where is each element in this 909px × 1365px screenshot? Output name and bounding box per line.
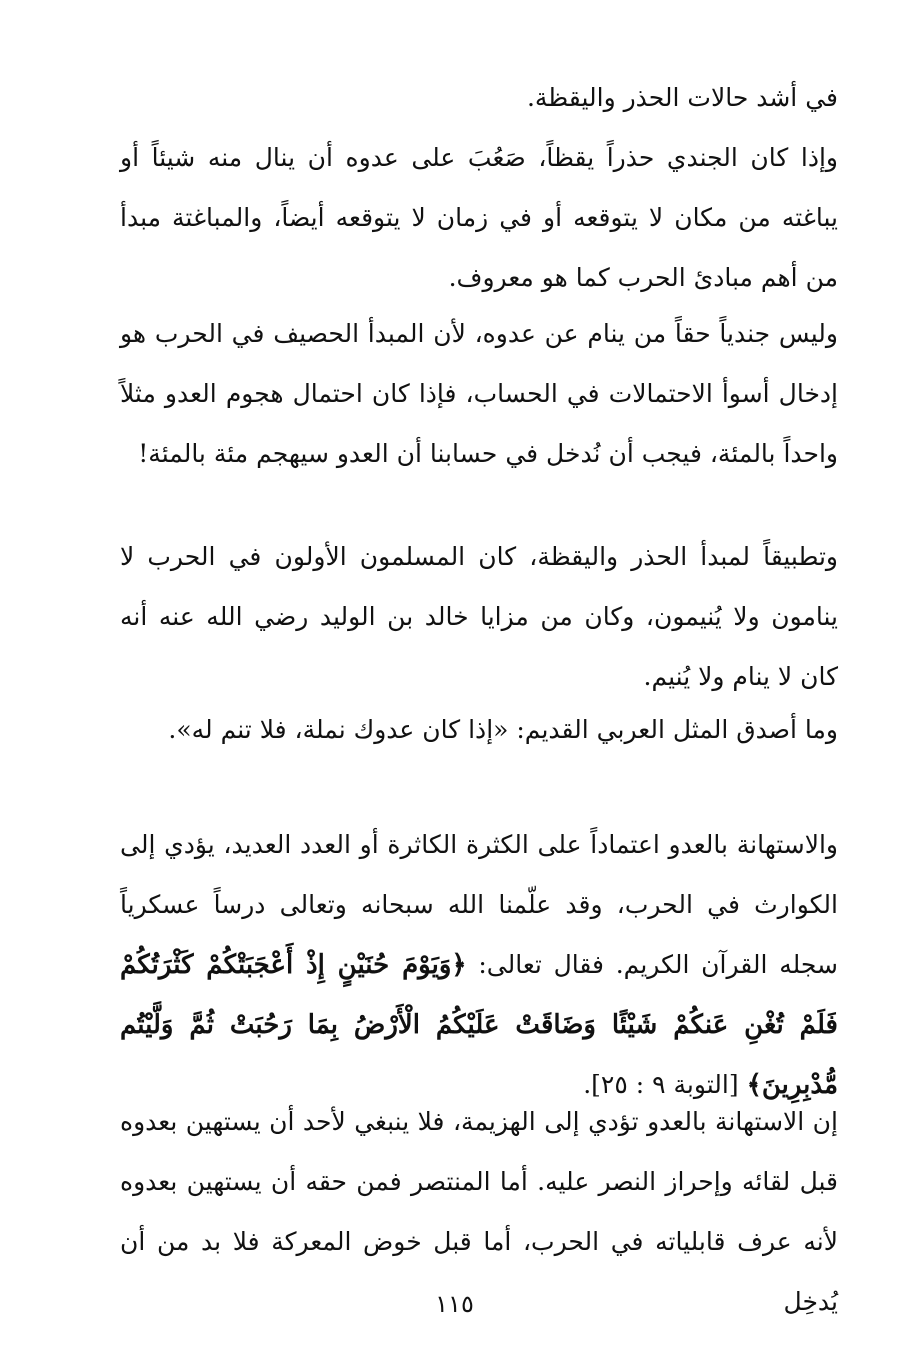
paragraph-5: وما أصدق المثل العربي القديم: «إذا كان عدوك نملة، فلا تنم له». <box>168 715 838 744</box>
quran-verse: ﴿وَيَوْمَ حُنَيْنٍ إِذْ أَعْجَبَتْكُمْ كَثْرَتُكُمْ فَلَمْ تُغْنِ عَنكُمْ شَيْئًا وَضَاقَتْ عَلَيْكُمُ الْأَرْضُ بِمَا رَحُبَتْ ثُمَّ وَلَّيْتُم مُّدْبِرِينَ﴾ <box>120 950 838 1100</box>
paragraph-1: في أشد حالات الحذر واليقظة. <box>526 83 838 112</box>
quran-reference: [التوبة ٩ : ٢٥]. <box>583 1070 739 1099</box>
paragraph-7: إن الاستهانة بالعدو تؤدي إلى الهزيمة، فلا ينبغي لأحد أن يستهين بعدوه قبل لقائه وإحراز النصر عليه. أما المنتصر فمن حقه أن يستهين بعدوه لأنه عرف قابلياته في الحرب، أما قبل خوض المعركة فلا بد من أن يُدخِل <box>120 1107 838 1316</box>
paragraph-6 <box>120 815 838 1115</box>
paragraph-4: وتطبيقاً لمبدأ الحذر واليقظة، كان المسلمون الأولون في الحرب لا ينامون ولا يُنيمون، وكان من مزايا خالد بن الوليد رضي الله عنه أنه كان لا ينام ولا يُنيم. <box>120 542 838 691</box>
paragraph-6-text: والاستهانة بالعدو اعتماداً على الكثرة الكاثرة أو العدد العديد، يؤدي إلى الكوارث في الحرب، وقد علّمنا الله سبحانه وتعالى درساً عسكرياً سجله القرآن الكريم. فقال تعالى: <box>120 830 838 979</box>
page-number: ١١٥ <box>435 1290 474 1318</box>
paragraph-3: وليس جندياً حقاً من ينام عن عدوه، لأن المبدأ الحصيف في الحرب هو إدخال أسوأ الاحتمالات في الحساب، فإذا كان احتمال هجوم العدو مثلاً واحداً بالمئة، فيجب أن نُدخل في حسابنا أن العدو سيهجم مئة بالمئة! <box>120 319 838 468</box>
paragraph-2: وإذا كان الجندي حذراً يقظاً، صَعُبَ على عدوه أن ينال منه شيئاً أو يباغته من مكان لا يتوقعه أو في زمان لا يتوقعه أيضاً، والمباغتة مبدأ من أهم مبادئ الحرب كما هو معروف. <box>120 143 838 292</box>
